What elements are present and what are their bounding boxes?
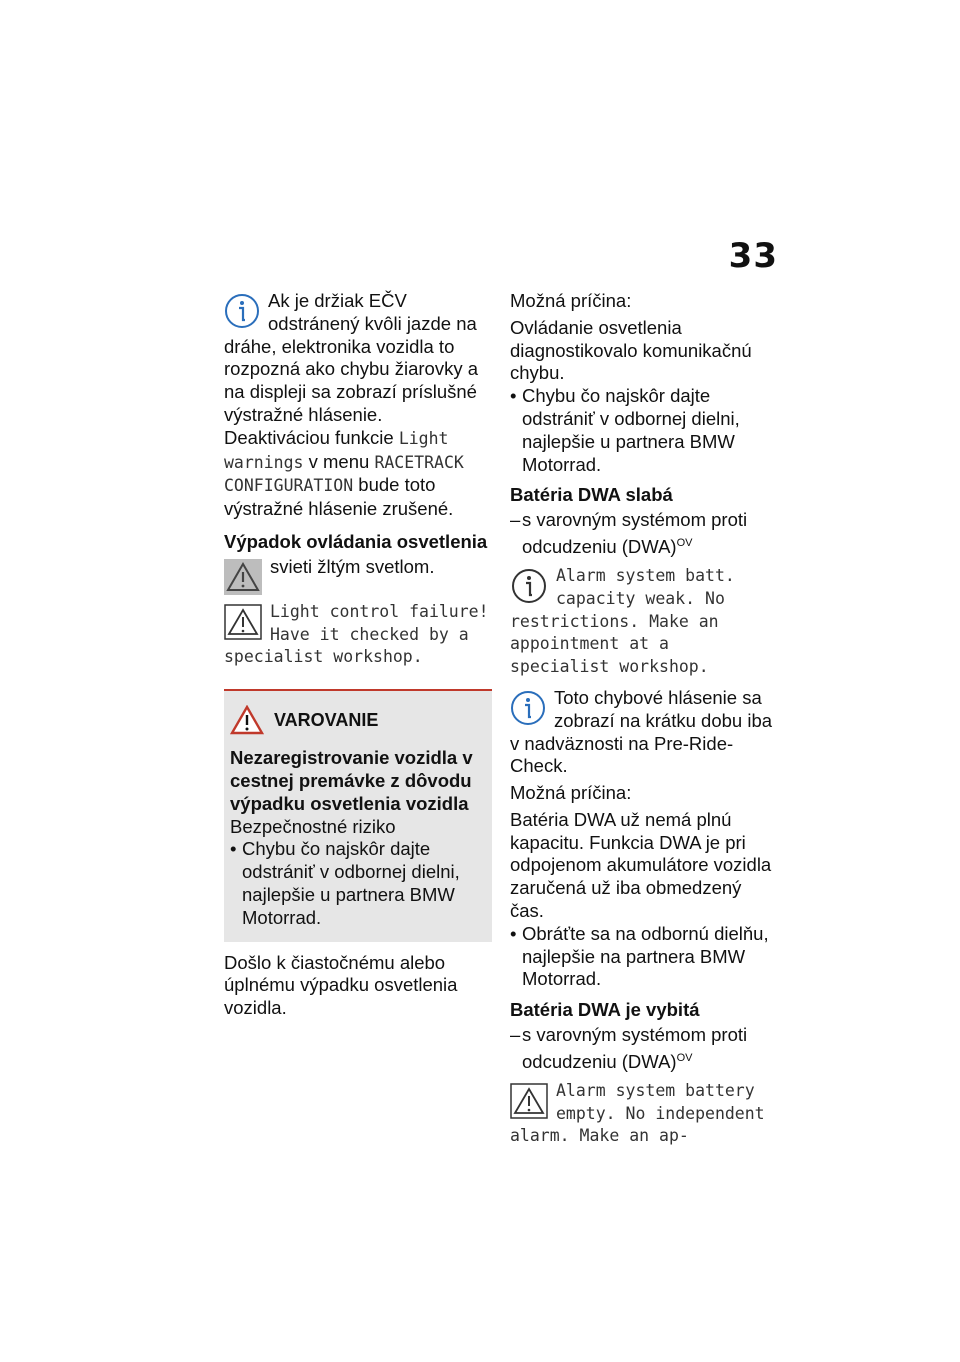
page-number: 33 [728, 236, 778, 276]
warning-triangle-icon [510, 1083, 548, 1119]
lamp-status-text: svieti žltým svetlom. [270, 555, 435, 577]
info-note-racetrack: Ak je držiak EČV odstránený kvôli jazde na dráhe, elektronika vozidla to rozpozná ako chybu žiarovky a na displeji sa zobrazí príslušné výstražné hlásenie. Deaktiváciou funkcie Light warnings v menu RACETRACK CONFIGURATION bude toto výstražné hlásenie zrušené. [224, 290, 478, 520]
weak-cause-text: Batéria DWA už nemá plnú kapacitu. Funkcia DWA je pri odpojenom akumulátore vozidla zaručená už iba obmedzený čas. [510, 808, 772, 922]
warning-triangle-icon [224, 604, 262, 640]
warning-title: Nezaregistrovanie vozidla v cestnej premávke z dôvodu výpadku osvetlenia vozidla [230, 747, 473, 814]
outro-text: Došlo k čiastočnému alebo úplnému výpadku osvetlenia vozidla. [224, 951, 458, 1019]
warning-box [224, 689, 492, 941]
info-icon [224, 293, 260, 329]
display-message-dwa-weak: Alarm system batt. capacity weak. No restrictions. Make an appointment at a specialist workshop. [510, 565, 735, 677]
warning-bullet: • Chybu čo najskôr dajte odstrániť v odbornej dielni, najlepšie u partnera BMW Motorrad. [230, 838, 486, 929]
section-heading-dwa-weak: Batéria DWA slabá [510, 484, 673, 506]
cause-label: Možná príčina: [510, 290, 632, 311]
weak-cause-bullet: • Obráťte sa na odbornú dielňu, najlepšie na partnera BMW Motorrad. [510, 923, 778, 991]
cause-text: Ovládanie osvetlenia diagnostikovalo komunikačnú chybu. [510, 316, 752, 384]
info-icon [510, 690, 546, 726]
section-heading-dwa-empty: Batéria DWA je vybitá [510, 999, 700, 1021]
weak-cause-label: Možná príčina: [510, 782, 632, 804]
right-column [510, 290, 778, 1156]
dwa-empty-condition: – s varovným systémom proti odcudzeniu (DWA)$^{OV}$ [510, 1024, 778, 1074]
display-message-light-failure: Light control failure! Have it checked by a specialist workshop. [224, 601, 489, 667]
general-warning-lamp-icon [224, 559, 262, 595]
warning-risk: Bezpečnostné riziko [230, 815, 396, 837]
code-light-warnings: Light warnings [224, 428, 449, 472]
left-column [224, 290, 492, 1024]
dwa-weak-condition: – s varovným systémom proti odcudzeniu (DWA)$^{OV}$ [510, 509, 778, 559]
info-note-pre-ride: Toto chybové hlásenie sa zobrazí na krátku dobu iba v nadväznosti na Pre-Ride-Check. [510, 686, 773, 777]
warning-label: VAROVANIE [274, 709, 379, 730]
danger-triangle-icon [230, 705, 264, 735]
cause-bullet: • Chybu čo najskôr dajte odstrániť v odbornej dielni, najlepšie u partnera BMW Motorrad. [510, 385, 778, 476]
display-message-dwa-empty: Alarm system battery empty. No independent alarm. Make an ap- [510, 1080, 765, 1146]
info-icon [510, 568, 548, 604]
code-racetrack-config: RACETRACK CONFIGURATION [224, 452, 464, 496]
section-heading-light-failure: Výpadok ovládania osvetlenia [224, 530, 488, 552]
